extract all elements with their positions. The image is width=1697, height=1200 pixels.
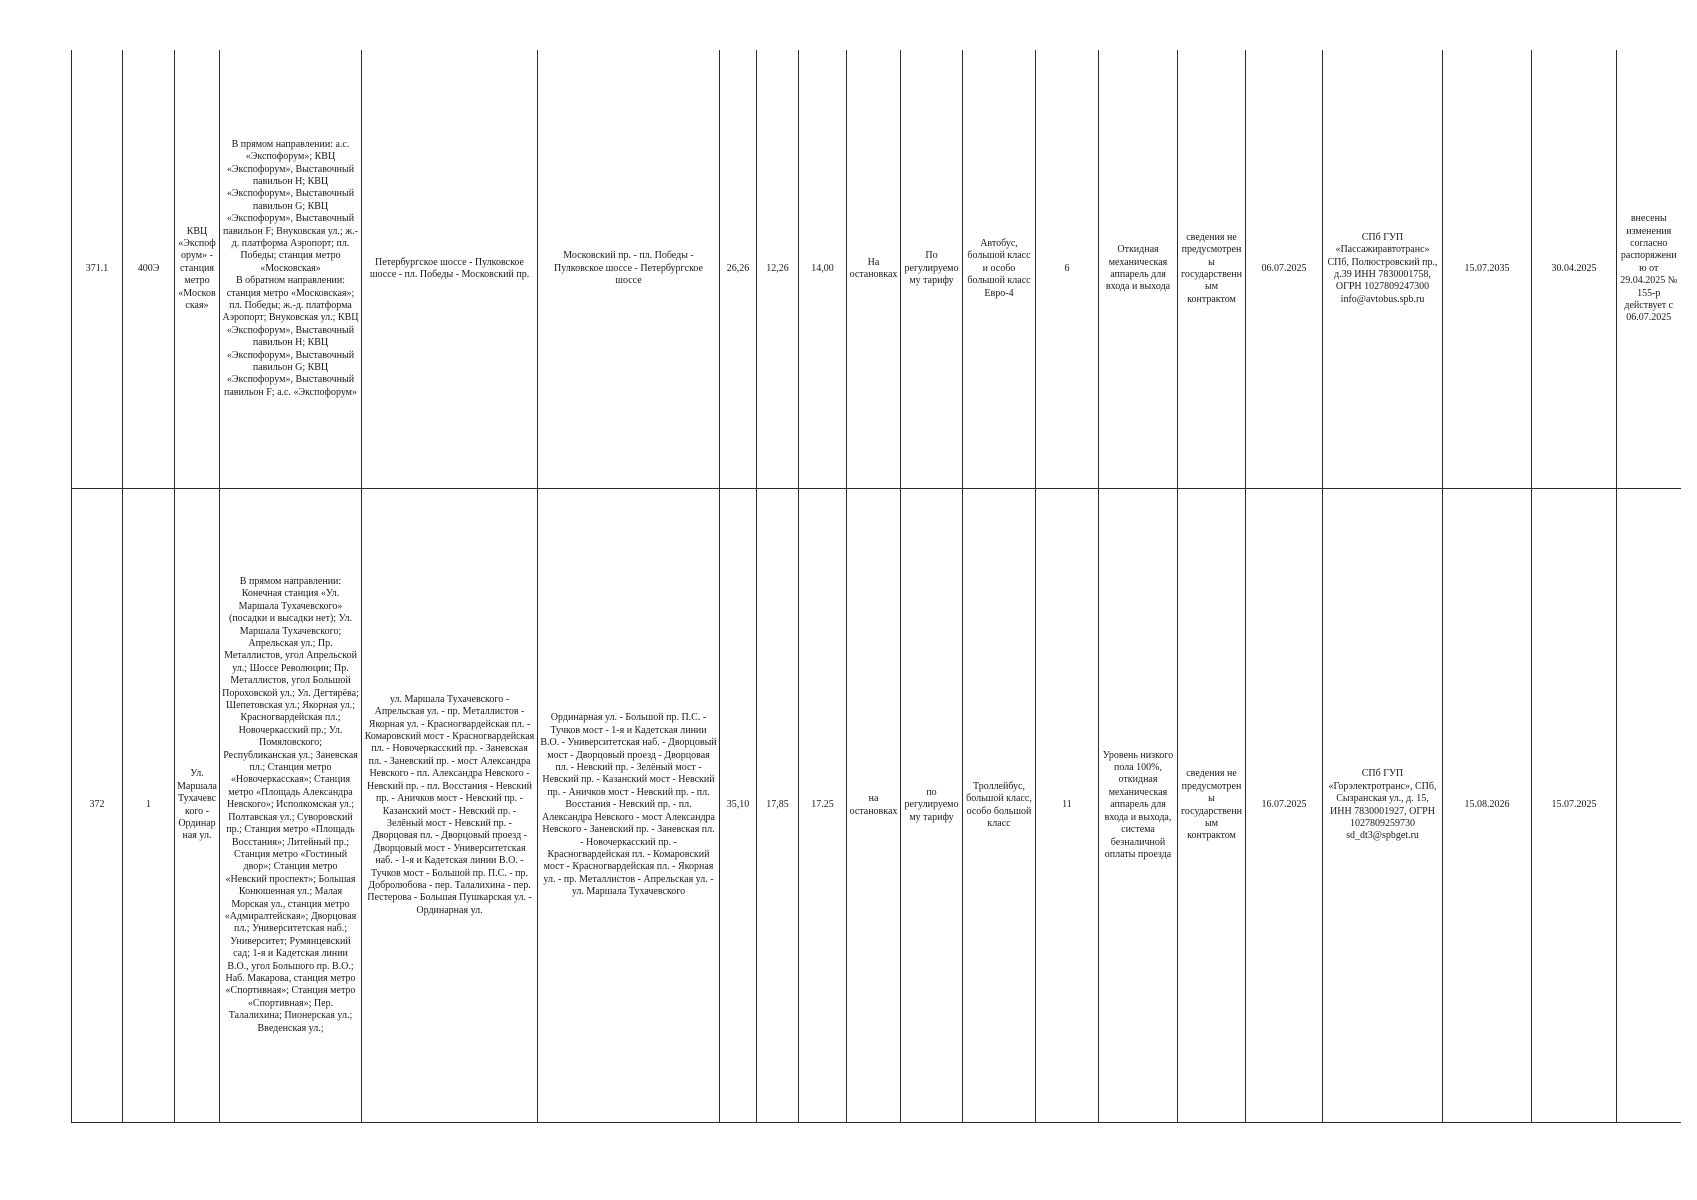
vehicle-count-cell: 11	[1036, 489, 1099, 1123]
reg-number-cell: 372	[72, 489, 123, 1123]
length-backward-cell: 17,85	[757, 489, 799, 1123]
route-name-cell: Ул. Маршала Тухачевского - Ординарная ул.	[175, 489, 220, 1123]
tariff-type-cell: По регулируемому тарифу	[901, 50, 963, 489]
table-row	[72, 489, 1681, 1123]
reg-number-cell: 371.1	[72, 50, 123, 489]
route-number-cell: 1	[123, 489, 175, 1123]
streets-backward-cell: Московский пр. - пл. Победы - Пулковское шоссе - Петербургское шоссе	[538, 50, 720, 489]
stops-cell: В прямом направлении: а.с. «Экспофорум»; КВЦ «Экспофорум», Выставочный павильон H; КВЦ «Экспофорум», Выставочный павильон G; КВЦ «Экспофорум», Выставочный павильон F; Внуковская ул.; ж.-д. платформа Аэропорт; пл. Победы; станция метро «Московская» В обратном направлении: станция метро «Московская»; пл. Победы; ж.-д. платформа Аэропорт; Внуковская ул.; КВЦ «Экспофорум», Выставочный павильон H; КВЦ «Экспофорум», Выставочный павильон G; КВЦ «Экспофорум», Выставочный павильон F; а.с. «Экспофорум»	[220, 50, 362, 489]
boarding-order-cell: на остановках	[847, 489, 901, 1123]
start-date-cell: 16.07.2025	[1246, 489, 1323, 1123]
fare-value-cell: 17.25	[799, 489, 847, 1123]
carrier-cell: СПб ГУП «Пассажиравтотранс» СПб, Полюстровский пр., д.39 ИНН 7830001758, ОГРН 1027809247300 info@avtobus.spb.ru	[1323, 50, 1443, 489]
decision-date-cell: 30.04.2025	[1532, 50, 1617, 489]
route-name-cell: КВЦ «Экспофорум» - станция метро «Московская»	[175, 50, 220, 489]
streets-forward-cell: ул. Маршала Тухачевского - Апрельская ул. - пр. Металлистов - Якорная ул. - Красногвардейская пл. - Комаровский мост - Красногвардейская пл. - Новочеркасский пр. - Заневская пл. - Заневский пр. - мост Александра Невского - пл. Александра Невского - Невский пр. - пл. Восстания - Невский пр. - Аничков мост - Невский пр. - Казанский мост - Невский пр. - Зелёный мост - Невский пр. - Дворцовая пл. - Дворцовый проезд - Дворцовый мост - Университетская наб. - 1-я и Кадетская линии В.О. - Тучков мост - Большой пр. П.С. - пр. Добролюбова - пер. Талалихина - пер. Пестерова - Большая Пушкарская ул. - Ординарная ул.	[362, 489, 538, 1123]
carrier-cell: СПб ГУП «Горэлектротранс», СПб, Сызранская ул., д. 15, ИНН 7830001927, ОГРН 1027809259730 sd_dt3@spbget.ru	[1323, 489, 1443, 1123]
length-forward-cell: 35,10	[720, 489, 757, 1123]
note-cell	[1617, 489, 1681, 1123]
decision-date-cell: 15.07.2025	[1532, 489, 1617, 1123]
stops-cell: В прямом направлении: Конечная станция «Ул. Маршала Тухачевского» (посадки и высадки нет); Ул. Маршала Тухачевского; Апрельская ул.; Пр. Металлистов, угол Апрельской ул.; Шоссе Революции; Пр. Металлистов, угол Большой Пороховской ул.; Ул. Дегтярёва; Шепетовская ул.; Якорная ул.; Красногвардейская пл.; Новочеркасский пр.; Ул. Помяловского; Республиканская ул.; Заневская пл.; Станция метро «Новочеркасская»; Станция метро «Площадь Александра Невского»; Исполкомская ул.; Полтавская ул.; Суворовский пр.; Станция метро «Площадь Восстания»; Литейный пр.; Станция метро «Гостиный двор»; Станция метро «Невский проспект»; Большая Конюшенная ул.; Малая Морская ул., станция метро «Адмиралтейская»; Дворцовая пл.; Университетская наб.; Университет; Румянцевский сад; 1-я и Кадетская линии В.О., угол Большого пр. В.О.; Наб. Макарова, станция метро «Спортивная»; Станция метро «Спортивная»; Пер. Талалихина; Пионерская ул.; Введенская ул.;	[220, 489, 362, 1123]
note-cell: внесены изменения согласно распоряжению от 29.04.2025 № 155-р действует с 06.07.2025	[1617, 50, 1681, 489]
vehicle-type-cell: Автобус, большой класс и особо большой класс Евро-4	[963, 50, 1036, 489]
boarding-order-cell: На остановках	[847, 50, 901, 489]
end-date-cell: 15.08.2026	[1443, 489, 1532, 1123]
length-backward-cell: 12,26	[757, 50, 799, 489]
streets-forward-cell: Петербургское шоссе - Пулковское шоссе - пл. Победы - Московский пр.	[362, 50, 538, 489]
route-number-cell: 400Э	[123, 50, 175, 489]
equipment-cell: Уровень низкого пола 100%, откидная механическая аппарель для входа и выхода, система безналичной оплаты проезда	[1099, 489, 1178, 1123]
fare-value-cell: 14,00	[799, 50, 847, 489]
vehicle-type-cell: Троллейбус, большой класс, особо большой класс	[963, 489, 1036, 1123]
route-registry-table	[71, 50, 1681, 1123]
contract-info-cell: сведения не предусмотрены государственным контрактом	[1178, 50, 1246, 489]
start-date-cell: 06.07.2025	[1246, 50, 1323, 489]
end-date-cell: 15.07.2035	[1443, 50, 1532, 489]
vehicle-count-cell: 6	[1036, 50, 1099, 489]
contract-info-cell: сведения не предусмотрены государственным контрактом	[1178, 489, 1246, 1123]
equipment-cell: Откидная механическая аппарель для входа и выхода	[1099, 50, 1178, 489]
tariff-type-cell: по регулируемому тарифу	[901, 489, 963, 1123]
table-row	[72, 50, 1681, 489]
streets-backward-cell: Ординарная ул. - Большой пр. П.С. - Тучков мост - 1-я и Кадетская линии В.О. - Университетская наб. - Дворцовый мост - Дворцовый проезд - Дворцовая пл. - Невский пр. - Зелёный мост - Невский пр. - Казанский мост - Невский пр. - Аничков мост - Невский пр. - пл. Восстания - Невский пр. - пл. Александра Невского - мост Александра Невского - Заневский пр. - Заневская пл. - Новочеркасский пр. - Красногвардейская пл. - Комаровский мост - Красногвардейская пл. - Якорная ул. - пр. Металлистов - Апрельская ул. - ул. Маршала Тухачевского	[538, 489, 720, 1123]
length-forward-cell: 26,26	[720, 50, 757, 489]
